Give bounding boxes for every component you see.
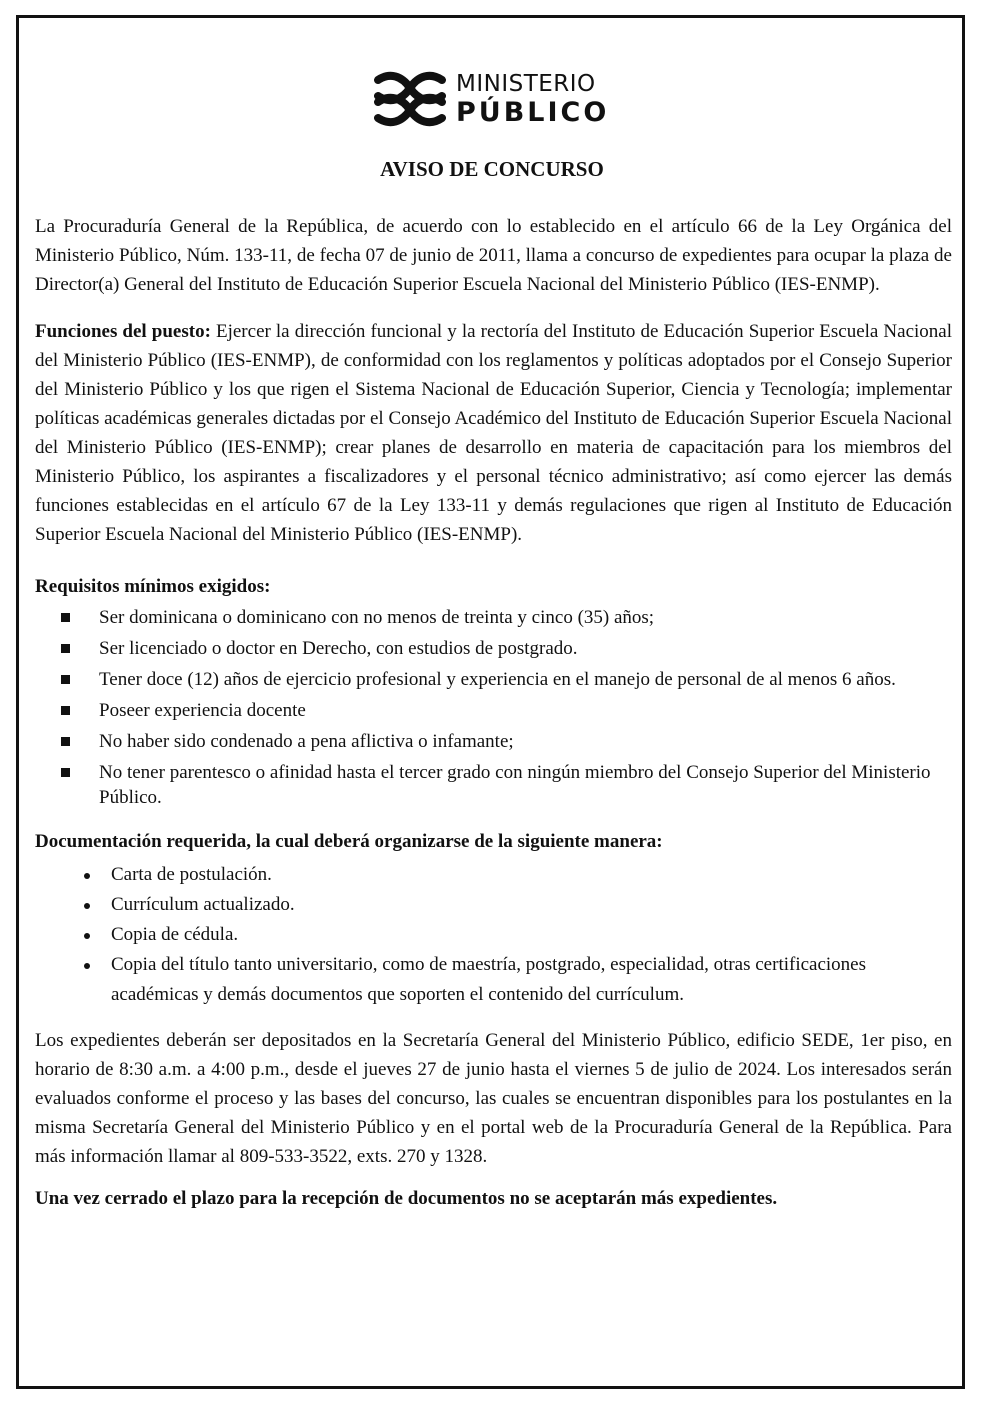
- closing-notice: Una vez cerrado el plazo para la recepción de documentos no se aceptarán más expedientes.: [35, 1188, 778, 1209]
- logo: [372, 68, 609, 130]
- list-item: [35, 605, 952, 630]
- funciones-paragraph: [35, 317, 952, 549]
- logo-line-publico: PÚBLICO: [456, 96, 610, 128]
- square-bullet-icon: [61, 675, 70, 684]
- round-bullet-icon: [84, 963, 90, 969]
- list-item: [35, 950, 952, 1010]
- deposito-paragraph: Los expedientes deberán ser depositados en la Secretaría General del Ministerio Público, edificio SEDE, 1er piso, en horario de 8:30 a.m. a 4:00 p.m., desde el jueves 27 de junio hasta el viernes 5 de julio de 2024. Los interesados serán evaluados conforme el proceso y las bases del concurso, las cuales se encuentran disponibles para los postulantes en la misma Secretaría General del Ministerio Público y en el portal web de la Procuraduría General de la República. Para más información llamar al 809-533-3522, exts. 270 y 1328.: [35, 1030, 952, 1167]
- list-item: [35, 860, 952, 890]
- list-item: [35, 729, 952, 754]
- square-bullet-icon: [61, 737, 70, 746]
- documentacion-heading: Documentación requerida, la cual deberá organizarse de la siguiente manera:: [35, 831, 663, 852]
- logo-wordmark: [456, 70, 610, 128]
- square-bullet-icon: [61, 768, 70, 777]
- list-item-text: Tener doce (12) años de ejercicio profesional y experiencia en el manejo de personal de al menos 6 años.: [99, 669, 896, 690]
- list-item: [35, 760, 952, 810]
- round-bullet-icon: [84, 933, 90, 939]
- list-item-text: Carta de postulación.: [111, 864, 272, 885]
- intro-paragraph: La Procuraduría General de la República, de acuerdo con lo establecido en el artículo 66 de la Ley Orgánica del Ministerio Público, Núm. 133-11, de fecha 07 de junio de 2011, llama a concurso de expedientes para ocupar la plaza de Director(a) General del Instituto de Educación Superior Escuela Nacional del Ministerio Público (IES-ENMP).: [35, 216, 952, 295]
- list-item-text: Currículum actualizado.: [111, 894, 295, 915]
- documentacion-list: [35, 860, 952, 1010]
- list-item: [35, 698, 952, 723]
- funciones-text: Ejercer la dirección funcional y la rectoría del Instituto de Educación Superior Escuela Nacional del Ministerio Público (IES-ENMP), de conformidad con los reglamentos y políticas adoptados por el Consejo Superior del Ministerio Público y los que rigen el Sistema Nacional de Educación Superior, Ciencia y Tecnología; implementar políticas académicas generales dictadas por el Consejo Académico del Instituto de Educación Superior Escuela Nacional del Ministerio Público (IES-ENMP); crear planes de desarrollo en materia de capacitación para los miembros del Ministerio Público, los aspirantes a fiscalizadores y el personal técnico administrativo; así como ejercer las demás funciones establecidas en el artículo 67 de la Ley 133-11 y demás regulaciones que rigen al Instituto de Educación Superior Escuela Nacional del Ministerio Público (IES-ENMP).: [35, 321, 952, 545]
- round-bullet-icon: [84, 873, 90, 879]
- list-item-text: Copia de cédula.: [111, 924, 239, 945]
- square-bullet-icon: [61, 706, 70, 715]
- list-item-text: Ser dominicana o dominicano con no menos de treinta y cinco (35) años;: [99, 607, 655, 628]
- list-item-text: Copia del título tanto universitario, como de maestría, postgrado, especialidad, otras certificaciones académicas y demás documentos que soporten el contenido del currículum.: [111, 954, 867, 1005]
- list-item: [35, 667, 952, 692]
- list-item-text: No tener parentesco o afinidad hasta el tercer grado con ningún miembro del Consejo Superior del Ministerio Público.: [99, 762, 931, 808]
- square-bullet-icon: [61, 613, 70, 622]
- list-item-text: No haber sido condenado a pena aflictiva o infamante;: [99, 731, 514, 752]
- ministerio-publico-knot-icon: [372, 68, 448, 130]
- document-body: [35, 212, 952, 1213]
- round-bullet-icon: [84, 903, 90, 909]
- list-item: [35, 636, 952, 661]
- square-bullet-icon: [61, 644, 70, 653]
- list-item-text: Poseer experiencia docente: [99, 700, 306, 721]
- list-item-text: Ser licenciado o doctor en Derecho, con estudios de postgrado.: [99, 638, 578, 659]
- page-title: AVISO DE CONCURSO: [380, 157, 604, 181]
- list-item: [35, 920, 952, 950]
- logo-line-ministerio: MINISTERIO: [456, 70, 596, 97]
- requisitos-heading: Requisitos mínimos exigidos:: [35, 576, 271, 597]
- requisitos-list: [35, 605, 952, 810]
- list-item: [35, 890, 952, 920]
- funciones-label: Funciones del puesto:: [35, 321, 211, 342]
